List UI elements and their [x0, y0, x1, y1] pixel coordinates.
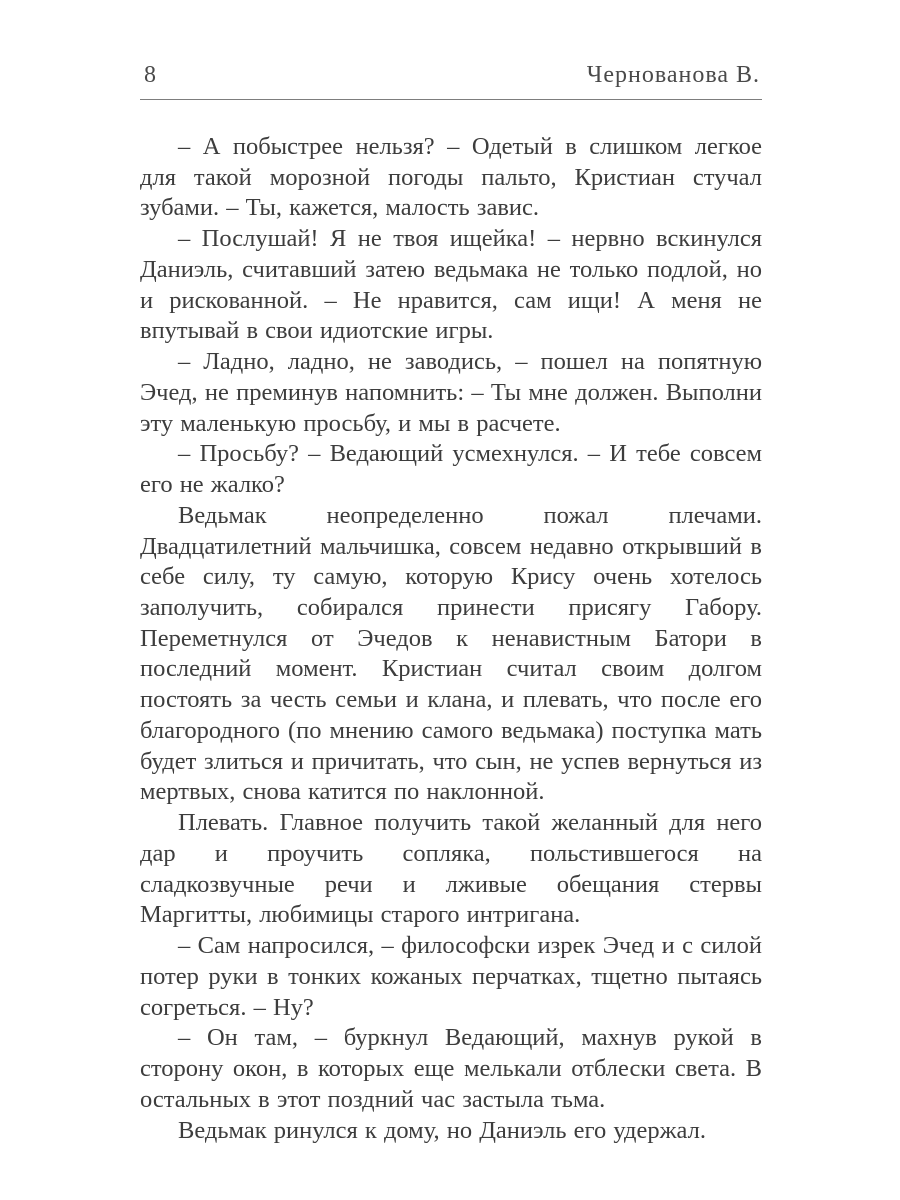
paragraph: – Просьбу? – Ведающий усмехнулся. – И тебе совсем его не жалко?	[140, 440, 762, 499]
paragraph: – Ладно, ладно, не заводись, – пошел на попятную Эчед, не преминув напомнить: – Ты мне должен. Выполни эту маленькую просьбу, и мы в расчете.	[140, 348, 762, 437]
paragraph: Ведьмак ринулся к дому, но Даниэль его удержал.	[178, 1116, 706, 1144]
page-header	[140, 62, 762, 99]
paragraph: – А побыстрее нельзя? – Одетый в слишком легкое для такой морозной погоды пальто, Кристиан стучал зубами. – Ты, кажется, малость завис.	[140, 133, 762, 222]
paragraph: Ведьмак неопределенно пожал плечами. Двадцатилетний мальчишка, совсем недавно открывший в себе силу, ту самую, которую Крису очень хотелось заполучить, собирался принести присягу Габору. Переметнулся от Эчедов к ненавистным Батори в последний момент. Кристиан считал своим долгом постоять за честь семьи и клана, и плевать, что после его благородного (по мнению самого ведьмака) поступка мать будет злиться и причитать, что сын, не успев вернуться из мертвых, снова катится по наклонной.	[140, 501, 762, 806]
paragraph: – Послушай! Я не твоя ищейка! – нервно вскинулся Даниэль, считавший затею ведьмака не только подлой, но и рискованной. – Не нравится, сам ищи! А меня не впутывай в свои идиотские игры.	[140, 225, 762, 345]
header-divider	[140, 99, 762, 100]
paragraph: – Он там, – буркнул Ведающий, махнув рукой в сторону окон, в которых еще мелькали отблески света. В остальных в этот поздний час застыла тьма.	[140, 1024, 762, 1113]
paragraph: – Сам напросился, – философски изрек Эчед и с силой потер руки в тонких кожаных перчатках, тщетно пытаясь согреться. – Ну?	[140, 932, 762, 1021]
paragraph: Плевать. Главное получить такой желанный для него дар и проучить сопляка, польстившегося на сладкозвучные речи и лживые обещания стервы Маргитты, любимицы старого интригана.	[140, 809, 762, 929]
author-name: Чернованова В.	[586, 62, 760, 88]
page-number: 8	[144, 62, 156, 88]
body-text	[140, 132, 762, 1146]
